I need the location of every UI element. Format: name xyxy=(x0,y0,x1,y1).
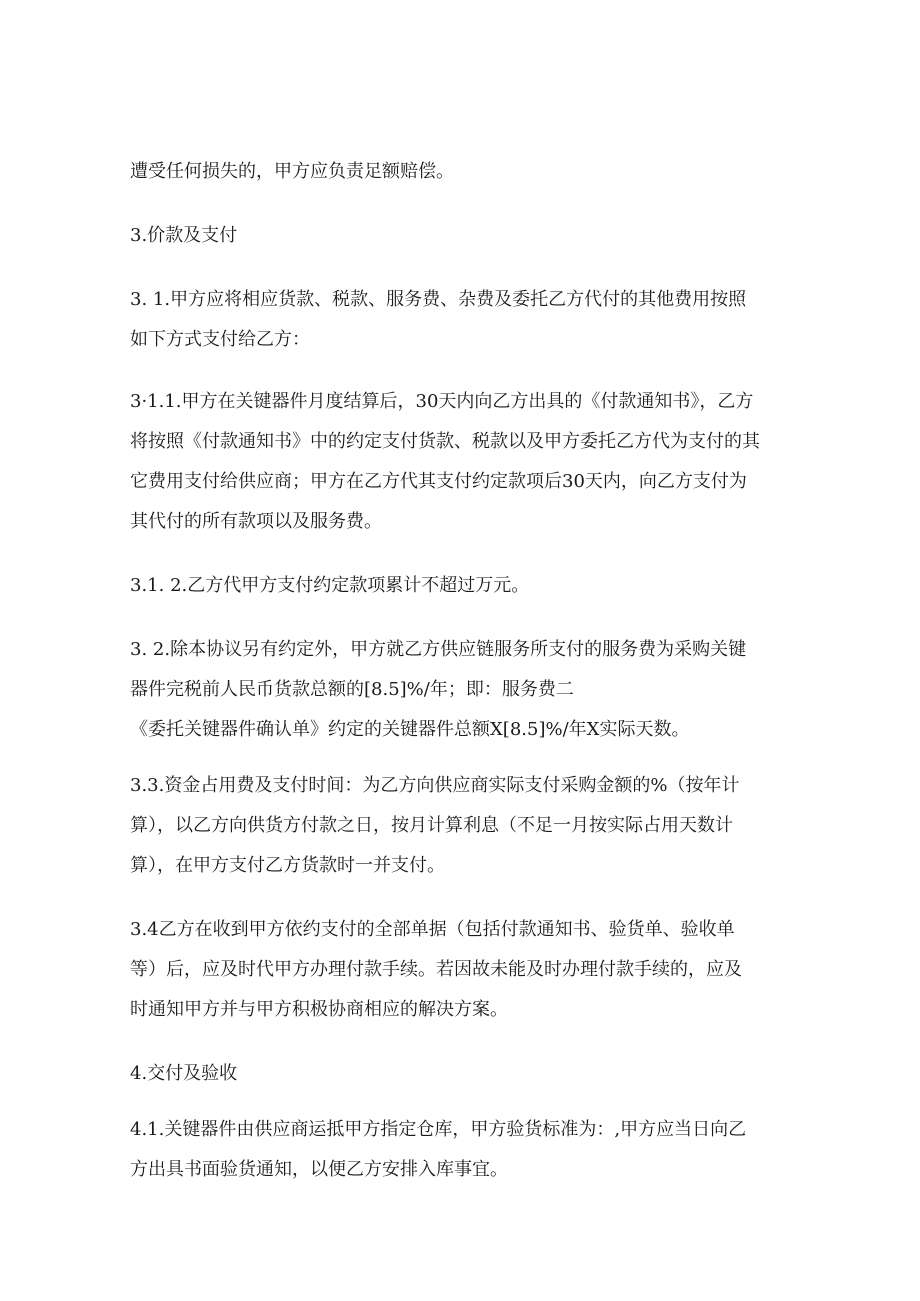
text-line: 方出具书面验货通知，以便乙方安排入库事宜。 xyxy=(130,1159,508,1180)
text-line: 3.3.资金占用费及支付时间：为乙方向供应商实际支付采购金额的%（按年计 xyxy=(130,775,740,796)
text-line: 将按照《付款通知书》中的约定支付货款、税款以及甲方委托乙方代为支付的其 xyxy=(130,431,760,452)
paragraph-compensation xyxy=(130,152,790,192)
text-line: 如下方式支付给乙方： xyxy=(130,329,310,350)
text-line: 3.4乙方在收到甲方依约支付的全部单据（包括付款通知书、验货单、验收单 xyxy=(130,919,735,940)
text-line: 算），以乙方向供货方付款之日，按月计算利息（不足一月按实际占用天数计 xyxy=(130,815,733,836)
text-line: 器件完税前人民币货款总额的[8.5]%/年；即：服务费二 xyxy=(130,679,574,700)
clause-3-1-1 xyxy=(130,382,790,542)
section-heading-3: 3.价款及支付 xyxy=(130,225,238,246)
clause-3-2 xyxy=(130,630,790,750)
text-line: 等）后，应及时代甲方办理付款手续。若因故未能及时办理付款手续的，应及 xyxy=(130,959,742,980)
clause-3-4 xyxy=(130,910,790,1030)
text-line: 4.1.关键器件由供应商运抵甲方指定仓库，甲方验货标准为：,甲方应当日向乙 xyxy=(130,1119,747,1140)
text-line: 它费用支付给供应商；甲方在乙方代其支付约定款项后30天内，向乙方支付为 xyxy=(130,471,747,492)
text-line: 其代付的所有款项以及服务费。 xyxy=(130,511,382,532)
text-line: 3. 1.甲方应将相应货款、税款、服务费、杂费及委托乙方代付的其他费用按照 xyxy=(130,289,747,310)
text-line: 《委托关键器件确认单》约定的关键器件总额X[8.5]%/年X实际天数。 xyxy=(130,719,690,740)
clause-3-3 xyxy=(130,766,790,886)
text-line: 时通知甲方并与甲方积极协商相应的解决方案。 xyxy=(130,999,508,1020)
document-page xyxy=(130,152,790,1190)
text-line: 3. 2.除本协议另有约定外，甲方就乙方供应链服务所支付的服务费为采购关键 xyxy=(130,639,747,660)
clause-3-1 xyxy=(130,280,790,360)
section-heading-4: 4.交付及验收 xyxy=(130,1063,238,1084)
text-line: 3.1. 2.乙方代甲方支付约定款项累计不超过万元。 xyxy=(130,575,530,596)
text-line: 算），在甲方支付乙方货款时一并支付。 xyxy=(130,855,445,876)
text-line: 3·1.1.甲方在关键器件月度结算后，30天内向乙方出具的《付款通知书》，乙方 xyxy=(130,391,754,412)
clause-3-1-2 xyxy=(130,566,790,606)
text-line: 遭受任何损失的，甲方应负责足额赔偿。 xyxy=(130,161,454,182)
clause-4-1 xyxy=(130,1110,790,1190)
